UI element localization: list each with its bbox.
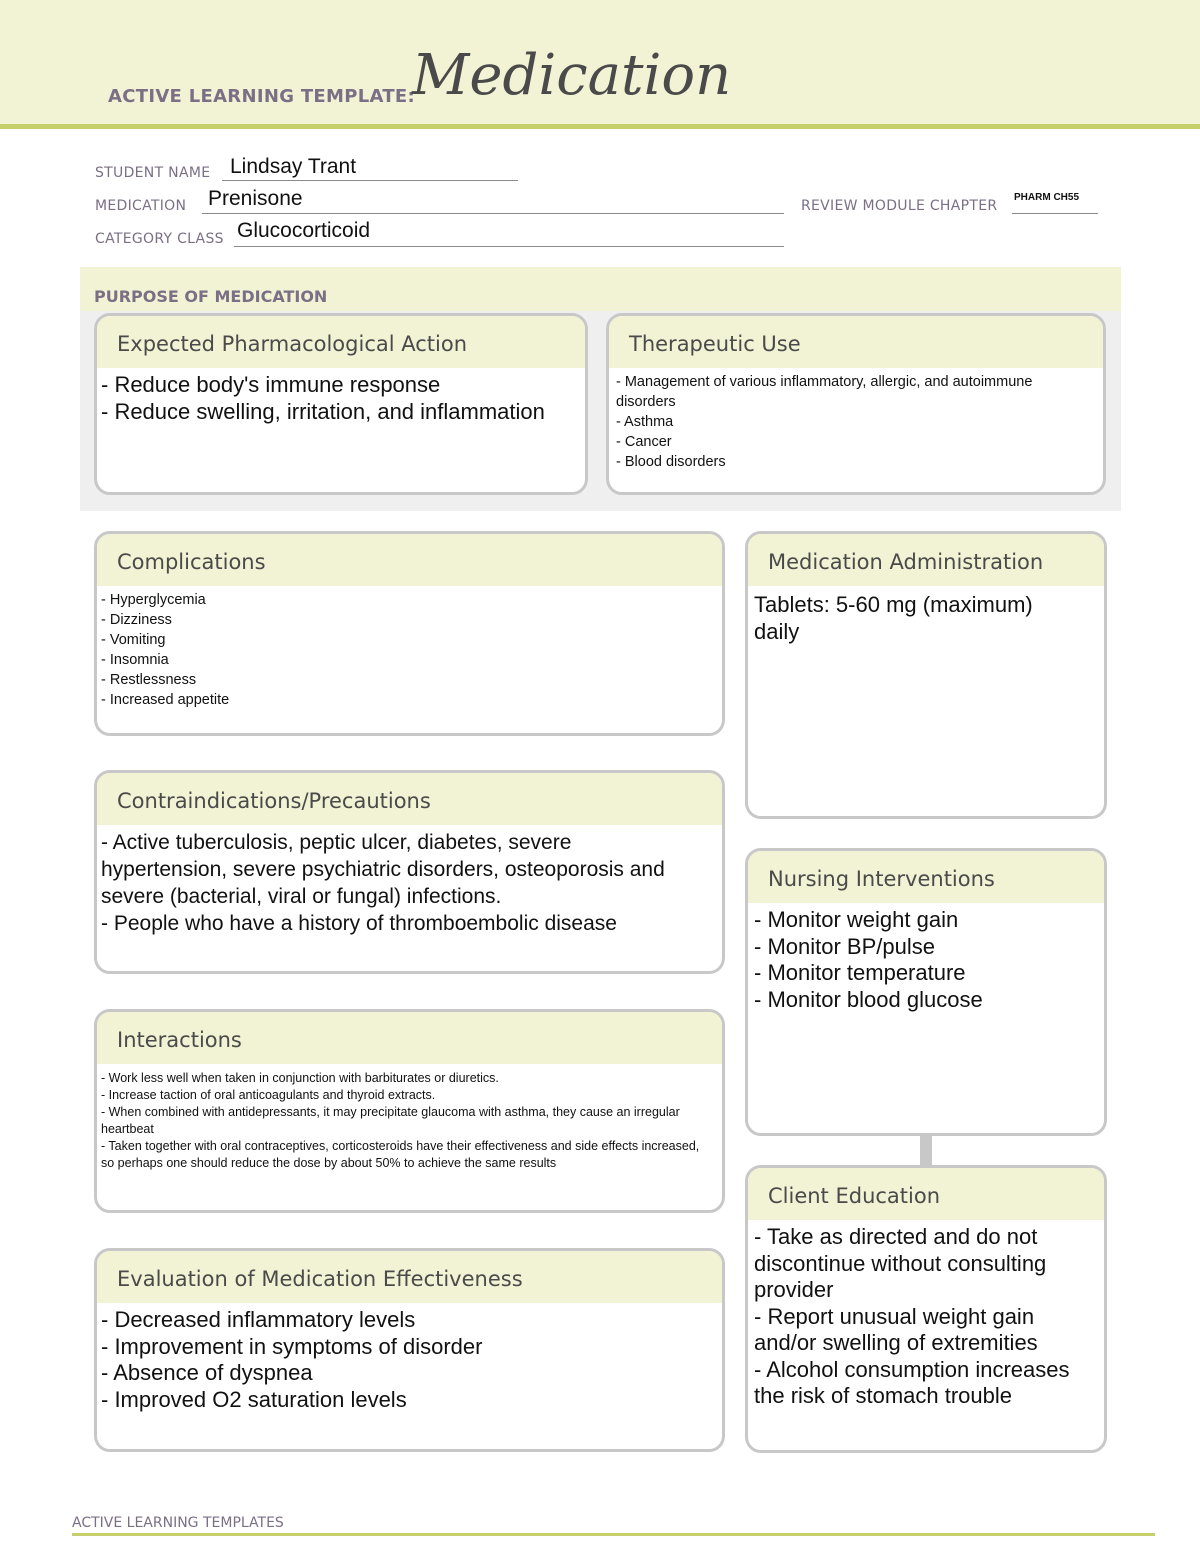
nursing-interventions-title: Nursing Interventions [748, 851, 1104, 903]
therapeutic-use-text[interactable]: - Management of various inflammatory, allergic, and autoimmune disorders - Asthma - Cancer - Blood disorders [616, 374, 1033, 470]
medication-underline [202, 213, 784, 214]
expected-action-text[interactable]: - Reduce body's immune response - Reduce swelling, irritation, and inflammation [101, 372, 545, 424]
medication-administration-title: Medication Administration [748, 534, 1104, 586]
contraindications-text[interactable]: - Active tuberculosis, peptic ulcer, diabetes, severe hypertension, severe psychiatric disorders, osteoporosis and severe (bacterial, viral or fungal) infections. - People who have a history of thromboembolic disease [101, 831, 665, 935]
student-name-underline [222, 180, 518, 181]
student-name-label: STUDENT NAME [95, 165, 211, 181]
complications-title: Complications [97, 534, 722, 586]
therapeutic-use-title: Therapeutic Use [609, 316, 1103, 368]
review-module-label: REVIEW MODULE CHAPTER [801, 198, 998, 214]
review-module-underline [1012, 213, 1098, 214]
page-title: Medication [412, 43, 732, 108]
medication-administration-text[interactable]: Tablets: 5-60 mg (maximum) daily [754, 592, 1033, 644]
evaluation-card [94, 1248, 725, 1452]
contraindications-card [94, 770, 725, 974]
template-label: ACTIVE LEARNING TEMPLATE: [108, 86, 415, 107]
category-class-field[interactable]: Glucocorticoid [237, 219, 371, 242]
evaluation-title: Evaluation of Medication Effectiveness [97, 1251, 722, 1303]
category-class-label: CATEGORY CLASS [95, 231, 224, 247]
interactions-text[interactable]: - Work less well when taken in conjunction with barbiturates or diuretics. - Increase taction of oral anticoagulants and thyroid extracts. - When combined with antidepressants, it may precipitate glaucoma with asthma, they cause an irregular heartbeat - Taken together with oral contraceptives, corticosteroids have their effectiveness and side effects increased, so perhaps one should reduce the dose by about 50% to achieve the same results [101, 1071, 700, 1170]
nursing-interventions-card [745, 848, 1107, 1136]
interactions-title: Interactions [97, 1012, 722, 1064]
footer-label: ACTIVE LEARNING TEMPLATES [72, 1515, 284, 1531]
footer-rule [72, 1533, 1155, 1536]
medication-administration-card [745, 531, 1107, 819]
expected-action-title: Expected Pharmacological Action [97, 316, 585, 368]
interactions-card [94, 1009, 725, 1213]
complications-text[interactable]: - Hyperglycemia - Dizziness - Vomiting - Insomnia - Restlessness - Increased appetite [101, 592, 230, 708]
purpose-label: PURPOSE OF MEDICATION [94, 287, 328, 306]
medication-label: MEDICATION [95, 198, 187, 214]
review-module-field[interactable]: PHARM CH55 [1014, 192, 1080, 203]
card-connector [920, 1134, 932, 1168]
client-education-text[interactable]: - Take as directed and do not discontinue without consulting provider - Report unusual weight gain and/or swelling of extremities - Alcohol consumption increases the risk of stomach trouble [754, 1224, 1070, 1408]
contraindications-title: Contraindications/Precautions [97, 773, 722, 825]
expected-action-card [94, 313, 588, 495]
evaluation-text[interactable]: - Decreased inflammatory levels - Improvement in symptoms of disorder - Absence of dyspnea - Improved O2 saturation levels [101, 1307, 483, 1412]
client-education-title: Client Education [748, 1168, 1104, 1220]
category-class-underline [234, 246, 784, 247]
therapeutic-use-card [606, 313, 1106, 495]
medication-field[interactable]: Prenisone [208, 187, 303, 210]
complications-card [94, 531, 725, 736]
client-education-card [745, 1165, 1107, 1453]
nursing-interventions-text[interactable]: - Monitor weight gain - Monitor BP/pulse - Monitor temperature - Monitor blood glucose [754, 907, 983, 1012]
student-name-field[interactable]: Lindsay Trant [230, 155, 357, 178]
